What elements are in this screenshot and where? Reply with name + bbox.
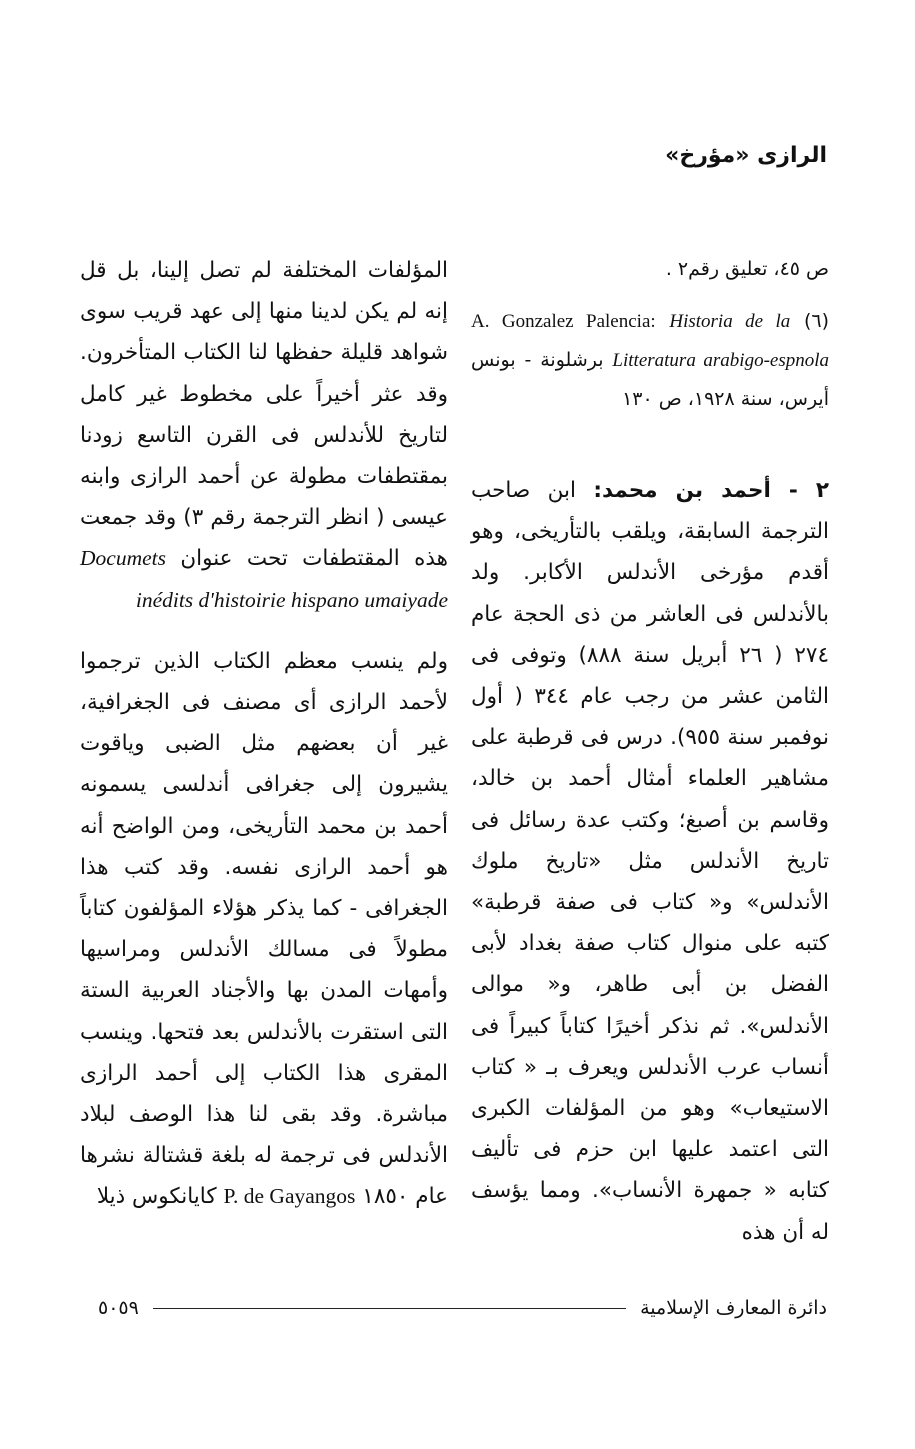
footnote-reference: ص ٤٥، تعليق رقم٢ . (665, 258, 829, 280)
footer-title: دائرة المعارف الإسلامية (640, 1297, 827, 1319)
gayangos-name: P. de Gayangos (223, 1184, 356, 1209)
footnote-6-title: Historia de la Litteratura arabigo-espnola (612, 311, 830, 371)
left-column (80, 250, 448, 1218)
page-footer (98, 1288, 827, 1328)
footer-rule (153, 1308, 626, 1309)
running-head: الرازى «مؤرخ» (665, 143, 827, 168)
footnote-6 (471, 302, 829, 418)
entry-ahmad-ibn-muhammad (471, 470, 829, 1253)
page-number: ٥٠٥٩ (98, 1297, 139, 1319)
paragraph-1-body: المؤلفات المختلفة لم تصل إلينا، بل قل إنه لم يكن لدينا منها إلى عهد قريب سوى شواهد قليلة حفظها لنا الكتاب المتأخرون. وقد عثر أخيراً على مخطوط غير كامل لتاريخ للأندلس فى القرن التاسع زودنا بمقتطفات مطولة عن أحمد الرازى وابنه عيسى ( انظر الترجمة رقم ٣) وقد جمعت هذه المقتطفات تحت عنوان (80, 258, 448, 572)
right-column (471, 250, 829, 1253)
entry-body: ابن صاحب الترجمة السابقة، ويلقب بالتأريخى، وهو أقدم مؤرخى الأندلس الأكابر. ولد بالأندلس فى العاشر من ذى الحجة عام ٢٧٤ ( ٢٦ أبريل سنة ٨٨٨) وتوفى فى الثامن عشر من رجب عام ٣٤٤ ( أول نوفمبر سنة ٩٥٥). درس فى قرطبة على مشاهير العلماء أمثال أحمد بن خالد، وقاسم بن أصبغ؛ وكتب عدة رسائل فى تاريخ الأندلس مثل «تاريخ ملوك الأندلس» و« كتاب فى صفة قرطبة» كتبه على منوال كتاب صفة بغداد لأبى الفضل بن أبى طاهر، و« موالى الأندلس». ثم نذكر أخيرًا كتاباً كبيراً فى أنساب عرب الأندلس ويعرف بـ « كتاب الاستيعاب» وهو من المؤلفات الكبرى التى اعتمد عليها ابن حزم فى تأليف كتابه « جمهرة الأنساب». ومما يؤسف له أن هذه (471, 478, 829, 1245)
footnote-6-number: (٦) (803, 310, 829, 332)
documents-inedits-title: Documets inédits d'histoirie hispano umaiyade (80, 546, 448, 612)
footnote-6-city: برشلونة (540, 349, 604, 371)
paragraph-2-body: ولم ينسب معظم الكتاب الذين ترجموا لأحمد الرازى أى مصنف فى الجغرافية، غير أن بعضهم مثل الضبى وياقوت يشيرون إلى جغرافى أندلسى يسمونه أحمد بن محمد التأريخى، ومن الواضح أنه هو أحمد الرازى نفسه. وقد كتب هذا الجغرافى - كما يذكر هؤلاء المؤلفون كتاباً مطولاً فى مسالك الأندلس ومراسيها وأمهات المدن بها والأجناد العربية الستة التى استقرت بالأندلس بعد فتحها. وينسب المقرى هذا الكتاب إلى أحمد الرازى مباشرة. وقد بقى لنا هذا الوصف لبلاد الأندلس فى ترجمة له بلغة قشتالة نشرها عام ١٨٥٠ (80, 648, 448, 1210)
entry-heading: ٢ - أحمد بن محمد: (593, 478, 829, 503)
footnote-6-author: A. Gonzalez Palencia: (471, 311, 656, 332)
paragraph-1 (80, 250, 448, 621)
paragraph-2-end: كايانكوس ذيلا (96, 1184, 217, 1210)
paragraph-2 (80, 641, 448, 1218)
footnote-6-publication: - بونس أيرس، سنة ١٩٢٨، ص ١٣٠ (471, 349, 829, 410)
